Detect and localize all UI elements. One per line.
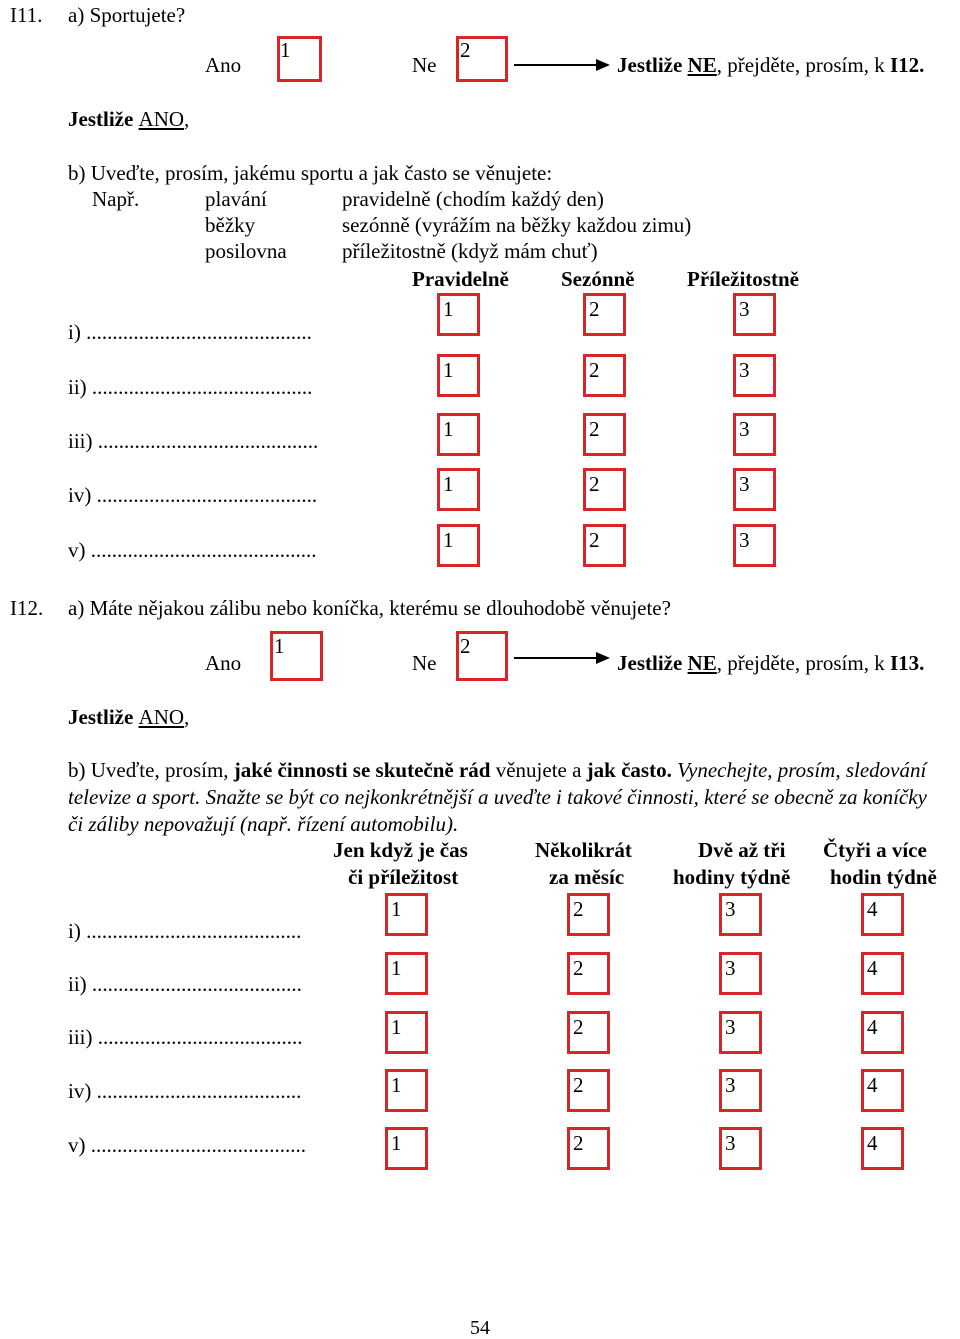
answer-code: 2 bbox=[589, 358, 600, 382]
answer-yes-label: Ano bbox=[205, 651, 242, 675]
row-label: iv) ....................................... bbox=[68, 1079, 302, 1103]
skip-prefix: Jestliže bbox=[617, 651, 683, 675]
b-bold2: jak často. bbox=[586, 758, 672, 782]
code-yes: 1 bbox=[274, 634, 285, 658]
code-no: 2 bbox=[460, 38, 471, 62]
answer-code: 1 bbox=[443, 528, 454, 552]
skip-prefix: Jestliže bbox=[617, 53, 683, 77]
column-header: hodiny týdně bbox=[673, 865, 791, 889]
if-yes-prefix: Jestliže bbox=[68, 107, 134, 131]
column-header: Sezónně bbox=[561, 267, 635, 291]
answer-code: 2 bbox=[573, 897, 584, 921]
b-bold1: jaké činnosti se skutečně rád bbox=[233, 758, 491, 782]
answer-code: 2 bbox=[589, 417, 600, 441]
row-label: ii) .......................................... bbox=[68, 375, 313, 399]
answer-code: 1 bbox=[391, 897, 402, 921]
code-yes: 1 bbox=[280, 38, 291, 62]
answer-code: 1 bbox=[391, 1073, 402, 1097]
answer-code: 1 bbox=[391, 1131, 402, 1155]
example-sport: běžky bbox=[205, 213, 256, 237]
column-header: Příležitostně bbox=[687, 267, 799, 291]
answer-code: 4 bbox=[867, 956, 878, 980]
row-label: v) ........................................... bbox=[68, 538, 317, 562]
skip-instruction-i12 bbox=[617, 653, 924, 674]
if-yes-ano: ANO bbox=[138, 107, 185, 131]
if-yes-comma: , bbox=[184, 107, 190, 131]
if-yes-ano: ANO bbox=[138, 705, 185, 729]
answer-code: 3 bbox=[725, 956, 736, 980]
example-freq: příležitostně (když mám chuť) bbox=[342, 239, 598, 263]
answer-code: 1 bbox=[391, 956, 402, 980]
if-yes-i12 bbox=[68, 707, 189, 728]
question-i11-b: b) Uveďte, prosím, jakému sportu a jak často se věnujete: bbox=[68, 161, 553, 185]
skip-target: I12. bbox=[889, 53, 925, 77]
row-label: iv) .......................................... bbox=[68, 483, 318, 507]
question-number-i11: I11. bbox=[10, 3, 43, 27]
row-label: i) ........................................... bbox=[68, 320, 312, 344]
question-number-i12: I12. bbox=[10, 596, 44, 620]
if-yes-comma: , bbox=[184, 705, 190, 729]
b-part2: věnujete a bbox=[495, 758, 582, 782]
answer-code: 2 bbox=[573, 1015, 584, 1039]
skip-arrow-icon bbox=[512, 648, 612, 668]
answer-code: 4 bbox=[867, 1073, 878, 1097]
answer-code: 1 bbox=[443, 417, 454, 441]
answer-code: 3 bbox=[725, 1131, 736, 1155]
answer-code: 1 bbox=[391, 1015, 402, 1039]
example-label: Např. bbox=[92, 187, 140, 211]
answer-code: 4 bbox=[867, 1131, 878, 1155]
skip-mid: , přejděte, prosím, k bbox=[716, 53, 885, 77]
answer-code: 3 bbox=[739, 358, 750, 382]
column-header: Jen když je čas bbox=[333, 838, 468, 862]
answer-code: 1 bbox=[443, 297, 454, 321]
column-header: Několikrát bbox=[535, 838, 632, 862]
answer-code: 2 bbox=[573, 956, 584, 980]
page-number: 54 bbox=[470, 1317, 490, 1339]
row-label: i) ......................................... bbox=[68, 919, 302, 943]
answer-code: 2 bbox=[573, 1073, 584, 1097]
row-label: ii) ........................................ bbox=[68, 972, 302, 996]
row-label: iii) .......................................... bbox=[68, 429, 319, 453]
example-sport: posilovna bbox=[205, 239, 287, 263]
column-header: Pravidelně bbox=[412, 267, 509, 291]
skip-target: I13. bbox=[889, 651, 925, 675]
b-italic-note: Vynechejte, prosím, sledování televize a sport. Snažte se být co nejkonkrétnější a uveďte i takové činnosti, které se obecně za koníčky či záliby nepovažují (např. řízení automobilu). bbox=[68, 758, 927, 836]
answer-code: 3 bbox=[725, 1015, 736, 1039]
example-freq: sezónně (vyrážím na běžky každou zimu) bbox=[342, 213, 692, 237]
answer-no-label: Ne bbox=[412, 651, 437, 675]
skip-instruction-i11 bbox=[617, 55, 924, 76]
question-i11-a: a) Sportujete? bbox=[68, 3, 186, 27]
question-i12-b bbox=[68, 757, 938, 838]
answer-code: 2 bbox=[589, 297, 600, 321]
code-no: 2 bbox=[460, 634, 471, 658]
answer-code: 1 bbox=[443, 358, 454, 382]
answer-code: 3 bbox=[725, 1073, 736, 1097]
answer-code: 3 bbox=[739, 472, 750, 496]
answer-code: 2 bbox=[589, 472, 600, 496]
answer-code: 2 bbox=[589, 528, 600, 552]
answer-code: 3 bbox=[739, 417, 750, 441]
answer-code: 2 bbox=[573, 1131, 584, 1155]
if-yes-i11 bbox=[68, 109, 189, 130]
column-header: Čtyři a více bbox=[823, 838, 927, 862]
row-label: v) ......................................... bbox=[68, 1133, 306, 1157]
example-freq: pravidelně (chodím každý den) bbox=[342, 187, 604, 211]
answer-yes-label: Ano bbox=[205, 53, 242, 77]
answer-code: 4 bbox=[867, 897, 878, 921]
row-label: iii) ....................................... bbox=[68, 1025, 303, 1049]
column-header: či příležitost bbox=[348, 865, 459, 889]
skip-ne: NE bbox=[687, 651, 717, 675]
column-header: hodin týdně bbox=[830, 865, 937, 889]
column-header: Dvě až tři bbox=[698, 838, 786, 862]
answer-code: 3 bbox=[739, 528, 750, 552]
if-yes-prefix: Jestliže bbox=[68, 705, 134, 729]
question-i12-a: a) Máte nějakou zálibu nebo koníčka, kterému se dlouhodobě věnujete? bbox=[68, 596, 671, 620]
column-header: za měsíc bbox=[549, 865, 625, 889]
b-part1: b) Uveďte, prosím, bbox=[68, 758, 229, 782]
skip-arrow-icon bbox=[512, 55, 612, 75]
answer-code: 4 bbox=[867, 1015, 878, 1039]
answer-code: 3 bbox=[725, 897, 736, 921]
skip-ne: NE bbox=[687, 53, 717, 77]
skip-mid: , přejděte, prosím, k bbox=[716, 651, 885, 675]
answer-code: 1 bbox=[443, 472, 454, 496]
example-sport: plavání bbox=[205, 187, 267, 211]
answer-code: 3 bbox=[739, 297, 750, 321]
answer-no-label: Ne bbox=[412, 53, 437, 77]
